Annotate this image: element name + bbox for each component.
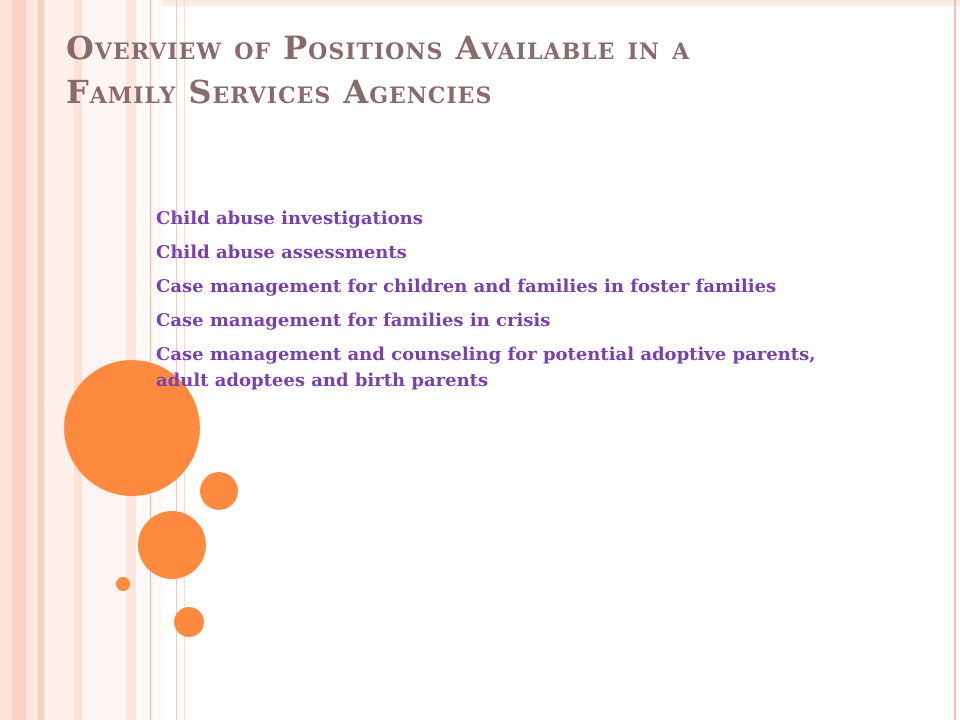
slide-title-line-2: Family Services Agencies	[66, 73, 493, 111]
decor-circle-medium	[200, 472, 238, 510]
bullet-list	[156, 206, 816, 402]
bullet-item: Child abuse assessments	[156, 242, 407, 263]
decor-stripe	[26, 0, 38, 720]
decor-circle-small	[116, 577, 130, 591]
decor-circle-medium	[138, 511, 206, 579]
bullet-item: Case management for children and families in foster families	[156, 276, 777, 297]
bullet-item: Child abuse investigations	[156, 208, 423, 229]
bullet-item: Case management and counseling for potential adoptive parents, adult adoptees and birth parents	[156, 344, 816, 391]
decor-circle-medium	[174, 607, 204, 637]
slide-title-line-1: Overview of Positions Available in a	[66, 29, 691, 67]
bullet-item: Case management for families in crisis	[156, 310, 551, 331]
slide-title	[66, 26, 926, 114]
right-edge-line	[954, 0, 956, 720]
decor-stripe	[0, 0, 12, 720]
decor-stripe	[12, 0, 26, 720]
